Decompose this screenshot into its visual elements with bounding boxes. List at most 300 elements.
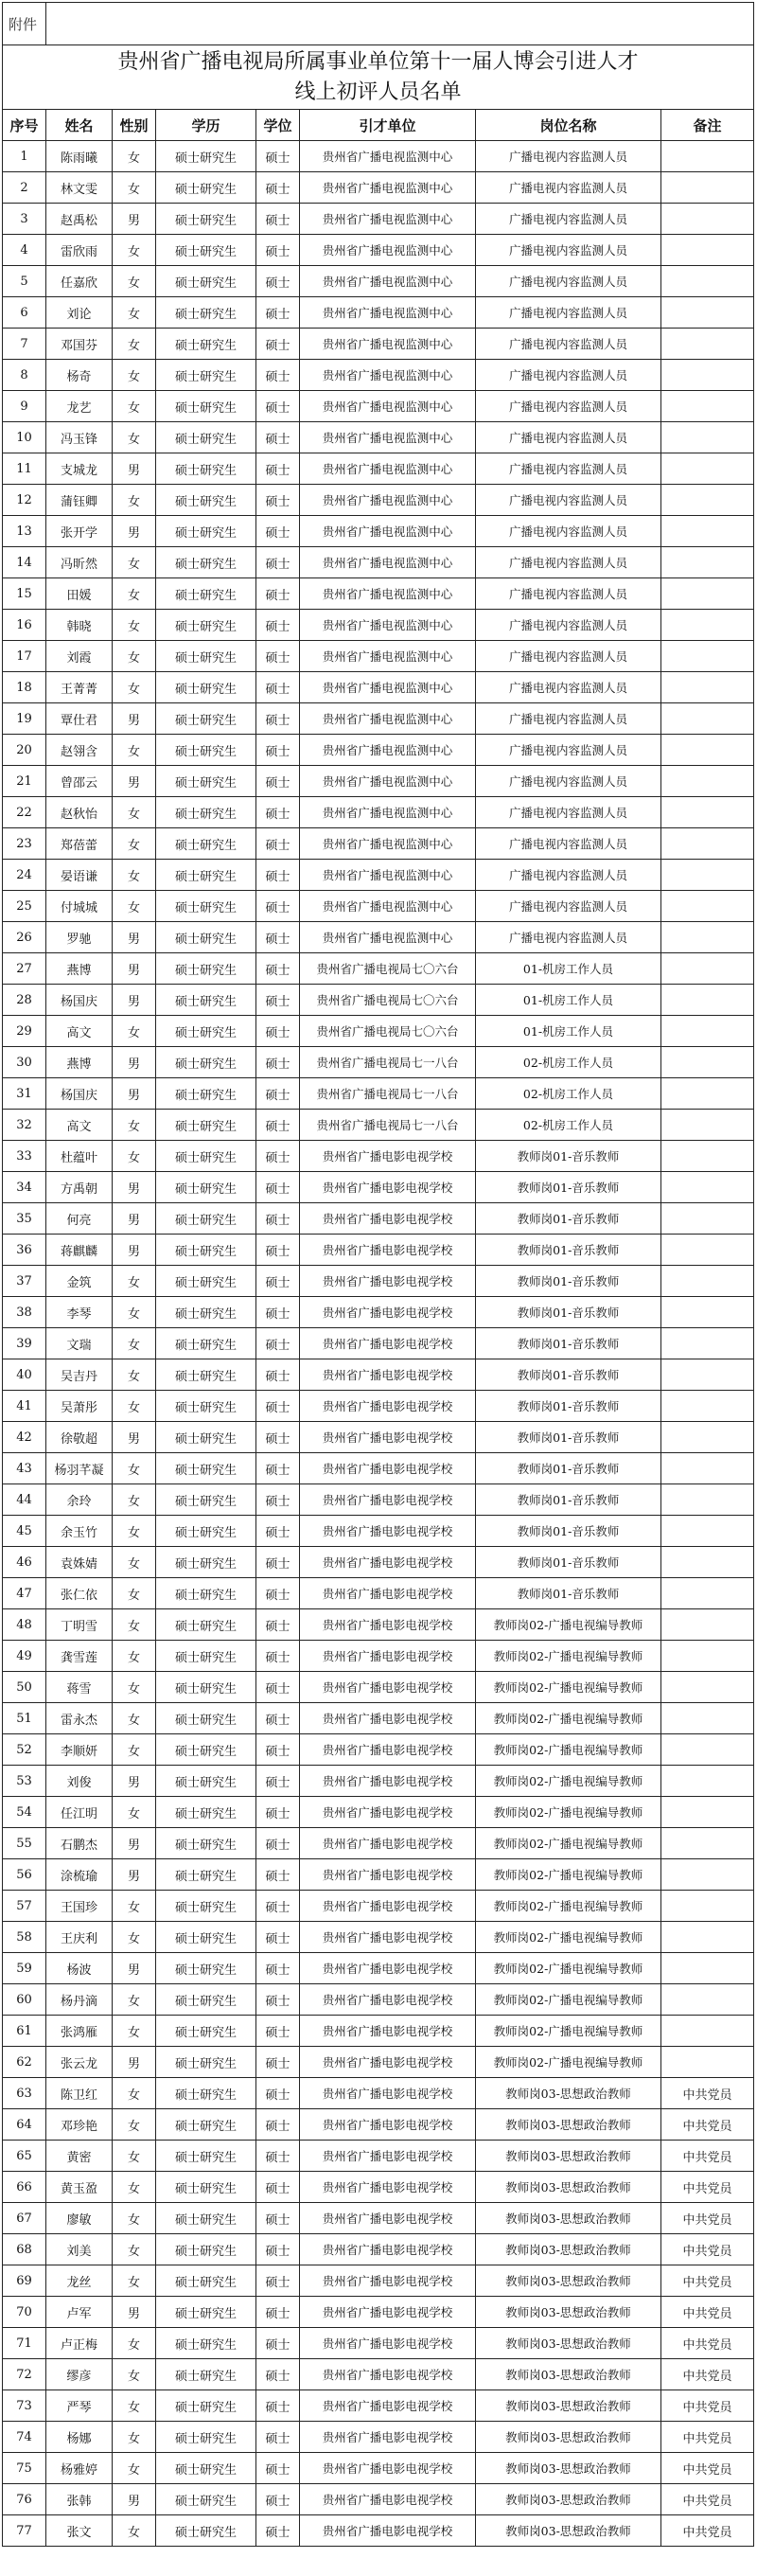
cell-remarks [661,547,754,578]
cell-degree: 硕士 [256,610,300,641]
cell-position: 教师岗03-思想政治教师 [476,2141,661,2172]
cell-gender: 女 [113,547,156,578]
table-row [3,1953,754,1984]
cell-position: 教师岗03-思想政治教师 [476,2234,661,2265]
cell-degree: 硕士 [256,735,300,766]
cell-position: 教师岗03-思想政治教师 [476,2422,661,2453]
cell-education: 硕士研究生 [156,703,256,735]
table-row [3,641,754,672]
attachment-row [3,3,754,45]
cell-degree: 硕士 [256,1828,300,1859]
cell-name: 缪彦 [46,2359,113,2390]
cell-name: 刘俊 [46,1766,113,1797]
cell-index: 62 [3,2047,46,2078]
cell-gender: 男 [113,2484,156,2515]
cell-degree: 硕士 [256,1484,300,1516]
cell-position: 广播电视内容监测人员 [476,578,661,610]
cell-hiring-unit: 贵州省广播电影电视学校 [300,2203,476,2234]
cell-gender: 女 [113,2016,156,2047]
cell-degree: 硕士 [256,1422,300,1453]
table-row [3,1984,754,2016]
cell-degree: 硕士 [256,672,300,703]
cell-name: 吴萧彤 [46,1391,113,1422]
cell-degree: 硕士 [256,1609,300,1641]
cell-index: 45 [3,1516,46,1547]
cell-index: 4 [3,235,46,266]
cell-hiring-unit: 贵州省广播电影电视学校 [300,2453,476,2484]
cell-remarks: 中共党员 [661,2390,754,2422]
cell-index: 63 [3,2078,46,2109]
cell-remarks [661,1984,754,2016]
table-row [3,1484,754,1516]
cell-position: 广播电视内容监测人员 [476,204,661,235]
table-row [3,172,754,204]
cell-hiring-unit: 贵州省广播电影电视学校 [300,2047,476,2078]
cell-gender: 男 [113,766,156,797]
cell-degree: 硕士 [256,797,300,828]
cell-gender: 女 [113,2172,156,2203]
cell-name: 王菁菁 [46,672,113,703]
cell-education: 硕士研究生 [156,1203,256,1235]
cell-degree: 硕士 [256,1766,300,1797]
cell-remarks [661,1266,754,1297]
cell-degree: 硕士 [256,2359,300,2390]
cell-index: 75 [3,2453,46,2484]
cell-name: 赵秋怡 [46,797,113,828]
cell-name: 杨雅婷 [46,2453,113,2484]
cell-gender: 女 [113,1547,156,1578]
cell-position: 教师岗02-广播电视编导教师 [476,1797,661,1828]
cell-education: 硕士研究生 [156,1297,256,1328]
cell-hiring-unit: 贵州省广播电视监测中心 [300,922,476,953]
cell-name: 罗驰 [46,922,113,953]
cell-education: 硕士研究生 [156,1984,256,2016]
cell-remarks [661,703,754,735]
cell-education: 硕士研究生 [156,2422,256,2453]
table-row [3,1672,754,1703]
cell-remarks [661,1235,754,1266]
cell-name: 雷永杰 [46,1703,113,1734]
cell-index: 31 [3,1078,46,1110]
table-row [3,1391,754,1422]
table-row [3,485,754,516]
cell-remarks [661,1297,754,1328]
cell-remarks [661,516,754,547]
header-index: 序号 [3,110,46,141]
cell-hiring-unit: 贵州省广播电影电视学校 [300,1891,476,1922]
cell-position: 教师岗01-音乐教师 [476,1266,661,1297]
cell-education: 硕士研究生 [156,1859,256,1891]
cell-remarks: 中共党员 [661,2234,754,2265]
cell-name: 蒋雪 [46,1672,113,1703]
cell-gender: 女 [113,141,156,172]
cell-education: 硕士研究生 [156,2234,256,2265]
cell-remarks: 中共党员 [661,2328,754,2359]
table-row [3,1422,754,1453]
cell-hiring-unit: 贵州省广播电视监测中心 [300,578,476,610]
cell-position: 广播电视内容监测人员 [476,766,661,797]
table-row [3,1359,754,1391]
cell-gender: 女 [113,860,156,891]
cell-position: 教师岗02-广播电视编导教师 [476,1703,661,1734]
cell-remarks [661,172,754,204]
cell-gender: 女 [113,2265,156,2297]
cell-name: 金筑 [46,1266,113,1297]
cell-gender: 女 [113,1641,156,1672]
table-row [3,703,754,735]
cell-position: 教师岗01-音乐教师 [476,1516,661,1547]
cell-name: 方禹朝 [46,1172,113,1203]
cell-degree: 硕士 [256,828,300,860]
cell-degree: 硕士 [256,1734,300,1766]
cell-hiring-unit: 贵州省广播电影电视学校 [300,2109,476,2141]
cell-position: 广播电视内容监测人员 [476,828,661,860]
cell-remarks [661,1797,754,1828]
cell-position: 教师岗01-音乐教师 [476,1172,661,1203]
roster-sheet [2,2,753,2547]
cell-position: 教师岗01-音乐教师 [476,1453,661,1484]
cell-position: 教师岗03-思想政治教师 [476,2265,661,2297]
cell-gender: 女 [113,2141,156,2172]
cell-name: 曾邵云 [46,766,113,797]
cell-degree: 硕士 [256,2265,300,2297]
cell-index: 42 [3,1422,46,1453]
table-row [3,953,754,985]
cell-position: 广播电视内容监测人员 [476,672,661,703]
cell-name: 张文 [46,2515,113,2547]
cell-degree: 硕士 [256,1672,300,1703]
cell-index: 28 [3,985,46,1016]
cell-hiring-unit: 贵州省广播电影电视学校 [300,2016,476,2047]
cell-position: 广播电视内容监测人员 [476,172,661,204]
cell-education: 硕士研究生 [156,985,256,1016]
cell-index: 49 [3,1641,46,1672]
table-row [3,735,754,766]
cell-name: 陈卫红 [46,2078,113,2109]
cell-hiring-unit: 贵州省广播电视监测中心 [300,485,476,516]
cell-hiring-unit: 贵州省广播电影电视学校 [300,1766,476,1797]
cell-remarks [661,766,754,797]
cell-index: 16 [3,610,46,641]
cell-degree: 硕士 [256,1047,300,1078]
cell-education: 硕士研究生 [156,1734,256,1766]
cell-index: 6 [3,297,46,329]
cell-gender: 女 [113,1391,156,1422]
cell-remarks [661,1641,754,1672]
cell-name: 郑蓓蕾 [46,828,113,860]
cell-name: 蒲钰卿 [46,485,113,516]
cell-hiring-unit: 贵州省广播电视监测中心 [300,422,476,453]
cell-position: 教师岗02-广播电视编导教师 [476,1828,661,1859]
cell-gender: 女 [113,1578,156,1609]
cell-index: 66 [3,2172,46,2203]
cell-name: 赵翎含 [46,735,113,766]
table-row [3,1891,754,1922]
cell-hiring-unit: 贵州省广播电视监测中心 [300,172,476,204]
cell-gender: 女 [113,360,156,391]
cell-hiring-unit: 贵州省广播电影电视学校 [300,2141,476,2172]
cell-education: 硕士研究生 [156,2297,256,2328]
cell-position: 教师岗01-音乐教师 [476,1391,661,1422]
cell-degree: 硕士 [256,953,300,985]
cell-name: 刘论 [46,297,113,329]
table-row [3,922,754,953]
cell-degree: 硕士 [256,2172,300,2203]
cell-position: 教师岗02-广播电视编导教师 [476,1734,661,1766]
table-row [3,516,754,547]
table-row [3,2109,754,2141]
cell-gender: 女 [113,391,156,422]
cell-position: 广播电视内容监测人员 [476,329,661,360]
cell-degree: 硕士 [256,1016,300,1047]
cell-index: 21 [3,766,46,797]
title-line-2: 线上初评人员名单 [294,80,462,104]
cell-index: 76 [3,2484,46,2515]
cell-education: 硕士研究生 [156,1766,256,1797]
cell-name: 陈雨曦 [46,141,113,172]
cell-degree: 硕士 [256,1078,300,1110]
cell-position: 教师岗03-思想政治教师 [476,2078,661,2109]
cell-name: 付城城 [46,891,113,922]
cell-gender: 女 [113,172,156,204]
cell-education: 硕士研究生 [156,204,256,235]
cell-degree: 硕士 [256,1953,300,1984]
cell-education: 硕士研究生 [156,1328,256,1359]
cell-education: 硕士研究生 [156,2390,256,2422]
cell-remarks: 中共党员 [661,2141,754,2172]
cell-gender: 女 [113,797,156,828]
cell-hiring-unit: 贵州省广播电影电视学校 [300,1266,476,1297]
cell-position: 教师岗02-广播电视编导教师 [476,1984,661,2016]
cell-education: 硕士研究生 [156,1484,256,1516]
cell-education: 硕士研究生 [156,1359,256,1391]
cell-position: 教师岗02-广播电视编导教师 [476,1891,661,1922]
cell-remarks [661,1110,754,1141]
cell-name: 余玲 [46,1484,113,1516]
cell-education: 硕士研究生 [156,235,256,266]
cell-hiring-unit: 贵州省广播电影电视学校 [300,1391,476,1422]
cell-name: 高文 [46,1016,113,1047]
cell-degree: 硕士 [256,453,300,485]
table-row [3,2422,754,2453]
cell-position: 02-机房工作人员 [476,1110,661,1141]
cell-degree: 硕士 [256,985,300,1016]
cell-name: 杨奇 [46,360,113,391]
cell-gender: 女 [113,2328,156,2359]
cell-name: 刘霞 [46,641,113,672]
cell-education: 硕士研究生 [156,360,256,391]
cell-hiring-unit: 贵州省广播电视局七一八台 [300,1047,476,1078]
cell-degree: 硕士 [256,1391,300,1422]
cell-gender: 女 [113,1672,156,1703]
cell-index: 11 [3,453,46,485]
header-position: 岗位名称 [476,110,661,141]
cell-name: 杨国庆 [46,985,113,1016]
cell-gender: 女 [113,1016,156,1047]
cell-name: 邓国芬 [46,329,113,360]
cell-hiring-unit: 贵州省广播电影电视学校 [300,1703,476,1734]
cell-hiring-unit: 贵州省广播电视监测中心 [300,672,476,703]
cell-index: 68 [3,2234,46,2265]
cell-hiring-unit: 贵州省广播电影电视学校 [300,1609,476,1641]
cell-remarks [661,1047,754,1078]
cell-gender: 女 [113,1110,156,1141]
cell-name: 廖敏 [46,2203,113,2234]
cell-hiring-unit: 贵州省广播电视局七〇六台 [300,985,476,1016]
cell-index: 52 [3,1734,46,1766]
cell-education: 硕士研究生 [156,641,256,672]
cell-education: 硕士研究生 [156,1641,256,1672]
cell-degree: 硕士 [256,235,300,266]
cell-position: 教师岗01-音乐教师 [476,1141,661,1172]
cell-education: 硕士研究生 [156,766,256,797]
cell-remarks [661,2016,754,2047]
cell-gender: 女 [113,1516,156,1547]
cell-education: 硕士研究生 [156,891,256,922]
cell-degree: 硕士 [256,172,300,204]
cell-education: 硕士研究生 [156,1078,256,1110]
cell-remarks [661,985,754,1016]
cell-index: 22 [3,797,46,828]
cell-hiring-unit: 贵州省广播电影电视学校 [300,1578,476,1609]
cell-gender: 男 [113,516,156,547]
cell-remarks [661,610,754,641]
cell-education: 硕士研究生 [156,1891,256,1922]
table-row [3,2265,754,2297]
cell-position: 教师岗01-音乐教师 [476,1328,661,1359]
cell-degree: 硕士 [256,1797,300,1828]
cell-remarks: 中共党员 [661,2265,754,2297]
table-row [3,235,754,266]
cell-degree: 硕士 [256,1359,300,1391]
cell-index: 18 [3,672,46,703]
cell-remarks [661,1516,754,1547]
cell-position: 教师岗01-音乐教师 [476,1235,661,1266]
cell-gender: 女 [113,1984,156,2016]
cell-remarks: 中共党员 [661,2484,754,2515]
cell-gender: 女 [113,422,156,453]
cell-hiring-unit: 贵州省广播电影电视学校 [300,1672,476,1703]
table-row [3,391,754,422]
cell-degree: 硕士 [256,1203,300,1235]
table-row [3,766,754,797]
cell-education: 硕士研究生 [156,672,256,703]
cell-education: 硕士研究生 [156,1922,256,1953]
cell-gender: 女 [113,1734,156,1766]
cell-degree: 硕士 [256,703,300,735]
cell-hiring-unit: 贵州省广播电影电视学校 [300,1453,476,1484]
cell-hiring-unit: 贵州省广播电视监测中心 [300,204,476,235]
cell-education: 硕士研究生 [156,1141,256,1172]
table-row [3,2078,754,2109]
cell-degree: 硕士 [256,547,300,578]
cell-degree: 硕士 [256,2078,300,2109]
cell-degree: 硕士 [256,204,300,235]
cell-education: 硕士研究生 [156,578,256,610]
cell-hiring-unit: 贵州省广播电视监测中心 [300,235,476,266]
table-row [3,1110,754,1141]
cell-degree: 硕士 [256,2016,300,2047]
cell-hiring-unit: 贵州省广播电视监测中心 [300,797,476,828]
cell-index: 67 [3,2203,46,2234]
cell-name: 杨波 [46,1953,113,1984]
cell-gender: 女 [113,2422,156,2453]
cell-gender: 女 [113,672,156,703]
attachment-label: 附件 [3,3,46,45]
cell-gender: 男 [113,1422,156,1453]
cell-index: 69 [3,2265,46,2297]
cell-remarks [661,922,754,953]
cell-degree: 硕士 [256,329,300,360]
cell-name: 晏语谦 [46,860,113,891]
cell-gender: 女 [113,1891,156,1922]
cell-remarks [661,485,754,516]
cell-education: 硕士研究生 [156,1828,256,1859]
cell-remarks [661,1703,754,1734]
cell-hiring-unit: 贵州省广播电视监测中心 [300,610,476,641]
table-row [3,422,754,453]
cell-index: 19 [3,703,46,735]
cell-position: 广播电视内容监测人员 [476,360,661,391]
cell-index: 77 [3,2515,46,2547]
cell-name: 黄密 [46,2141,113,2172]
cell-name: 杜蕴叶 [46,1141,113,1172]
cell-gender: 女 [113,266,156,297]
cell-hiring-unit: 贵州省广播电视局七一八台 [300,1110,476,1141]
header-name: 姓名 [46,110,113,141]
cell-education: 硕士研究生 [156,422,256,453]
cell-index: 58 [3,1922,46,1953]
cell-position: 广播电视内容监测人员 [476,297,661,329]
cell-education: 硕士研究生 [156,1609,256,1641]
cell-remarks [661,1828,754,1859]
cell-remarks [661,1547,754,1578]
cell-name: 徐敬超 [46,1422,113,1453]
cell-education: 硕士研究生 [156,1172,256,1203]
cell-remarks: 中共党员 [661,2453,754,2484]
table-row [3,1828,754,1859]
cell-education: 硕士研究生 [156,516,256,547]
cell-degree: 硕士 [256,766,300,797]
cell-hiring-unit: 贵州省广播电影电视学校 [300,1235,476,1266]
cell-remarks [661,1766,754,1797]
cell-education: 硕士研究生 [156,547,256,578]
cell-index: 30 [3,1047,46,1078]
cell-remarks [661,828,754,860]
cell-remarks [661,1328,754,1359]
cell-gender: 女 [113,297,156,329]
table-row [3,141,754,172]
cell-position: 01-机房工作人员 [476,985,661,1016]
cell-hiring-unit: 贵州省广播电影电视学校 [300,1484,476,1516]
table-row [3,578,754,610]
cell-education: 硕士研究生 [156,2203,256,2234]
cell-position: 教师岗01-音乐教师 [476,1547,661,1578]
cell-education: 硕士研究生 [156,828,256,860]
cell-hiring-unit: 贵州省广播电视监测中心 [300,453,476,485]
cell-gender: 男 [113,1828,156,1859]
cell-gender: 女 [113,1328,156,1359]
cell-hiring-unit: 贵州省广播电视局七一八台 [300,1078,476,1110]
cell-position: 广播电视内容监测人员 [476,391,661,422]
cell-degree: 硕士 [256,1328,300,1359]
cell-hiring-unit: 贵州省广播电视监测中心 [300,360,476,391]
cell-remarks: 中共党员 [661,2359,754,2390]
cell-position: 广播电视内容监测人员 [476,235,661,266]
cell-name: 支城龙 [46,453,113,485]
cell-index: 17 [3,641,46,672]
cell-gender: 男 [113,922,156,953]
